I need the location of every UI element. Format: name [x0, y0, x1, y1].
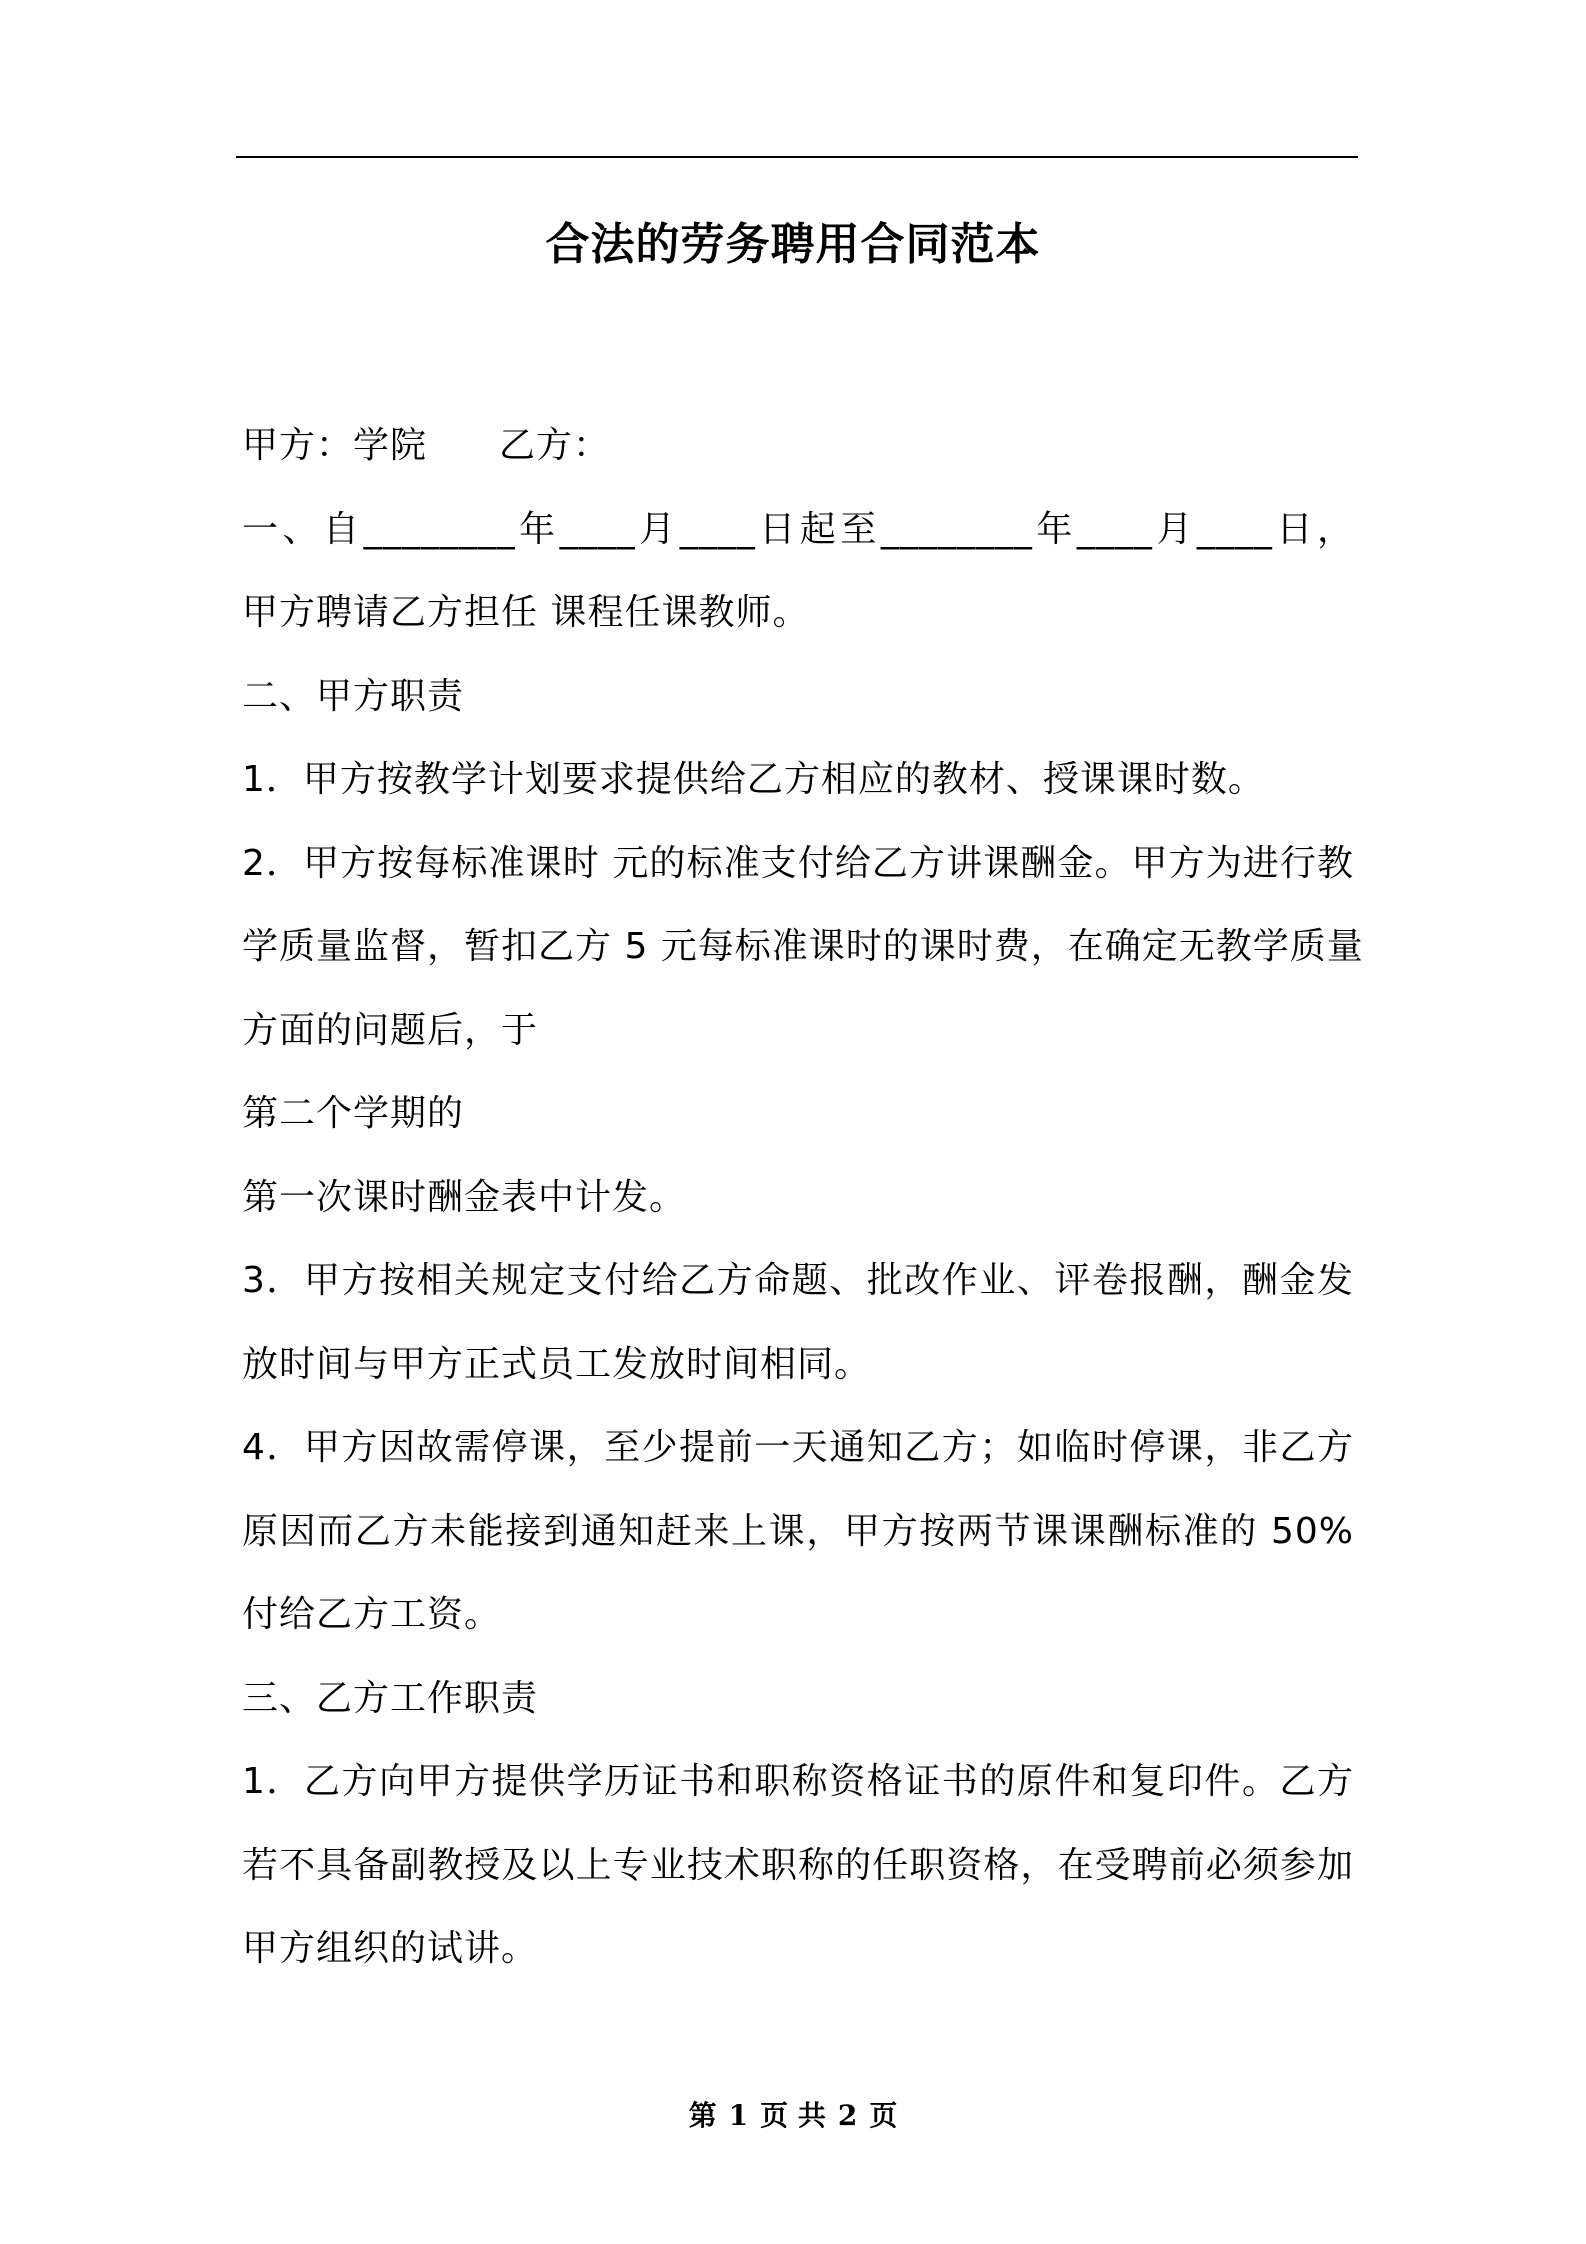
paragraph-line: 一、自________年____月____日起至________年____月____日，: [242, 508, 1354, 550]
section-heading: 三、乙方工作职责: [242, 1677, 539, 1719]
paragraph-line: 方面的问题后，于: [242, 1009, 539, 1051]
paragraph-line: 第二个学期的: [242, 1093, 465, 1134]
paragraph-line: 甲方组织的试讲。: [242, 1928, 539, 1969]
document-body: [242, 404, 1364, 1991]
paragraph-line: 若不具备副教授及以上专业技术职称的任职资格，在受聘前必须参加: [242, 1844, 1354, 1886]
page-total: 2: [837, 2099, 858, 2132]
page-current: 1: [728, 2099, 749, 2132]
paragraph-line: 2．甲方按每标准课时 元的标准支付给乙方讲课酬金。甲方为进行教: [242, 842, 1354, 884]
header-rule: [236, 156, 1358, 158]
paragraph-line: 原因而乙方未能接到通知赶来上课，甲方按两节课课酬标准的 50%: [242, 1510, 1354, 1552]
section-heading: 二、甲方职责: [242, 675, 465, 717]
paragraph-line: 付给乙方工资。: [242, 1594, 502, 1635]
parties-line: [242, 404, 1354, 488]
paragraph-line: 放时间与甲方正式员工发放时间相同。: [242, 1343, 872, 1385]
paragraph-line: 甲方聘请乙方担任 课程任课教师。: [242, 592, 810, 633]
party-a: 甲方：学院: [242, 425, 428, 466]
paragraph-line: 1．乙方向甲方提供学历证书和职称资格证书的原件和复印件。乙方: [242, 1761, 1354, 1802]
party-b: 乙方：: [499, 425, 611, 466]
paragraph-line: 3．甲方按相关规定支付给乙方命题、批改作业、评卷报酬，酬金发: [242, 1260, 1354, 1301]
paragraph-line: 第一次课时酬金表中计发。: [242, 1176, 687, 1218]
page-label-mid: 页 共: [760, 2099, 826, 2132]
page-label-post: 页: [869, 2099, 898, 2132]
document-title: 合法的劳务聘用合同范本: [545, 219, 1041, 270]
paragraph-line: 学质量监督，暂扣乙方 5 元每标准课时的课时费，在确定无教学质量: [242, 926, 1364, 967]
page-label-pre: 第: [688, 2099, 717, 2132]
paragraph-line: 1．甲方按教学计划要求提供给乙方相应的教材、授课课时数。: [242, 759, 1265, 800]
page-number-footer: [0, 2096, 1586, 2136]
paragraph-line: 4．甲方因故需停课，至少提前一天通知乙方；如临时停课，非乙方: [242, 1427, 1354, 1468]
